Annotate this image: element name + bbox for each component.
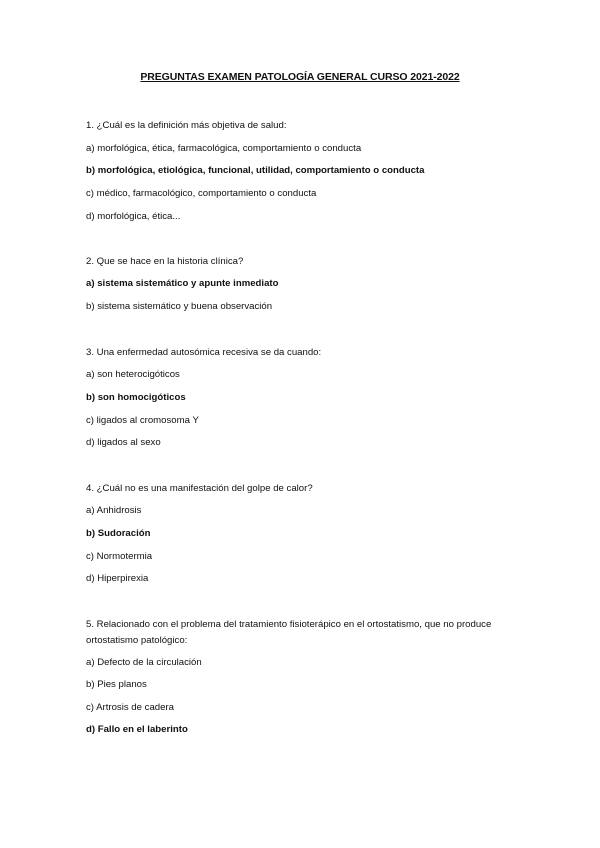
question-1-text: 1. ¿Cuál es la definición más objetiva de salud:	[86, 120, 287, 131]
question-5-option-c: c) Artrosis de cadera	[86, 702, 174, 713]
question-3-option-c: c) ligados al cromosoma Y	[86, 415, 199, 426]
question-2-text: 2. Que se hace en la historia clínica?	[86, 256, 244, 267]
question-5-option-a: a) Defecto de la circulación	[86, 657, 202, 668]
question-1-option-a: a) morfológica, ética, farmacológica, comportamiento o conducta	[86, 143, 362, 154]
page-title: PREGUNTAS EXAMEN PATOLOGÍA GENERAL CURSO 2021-2022	[140, 71, 460, 83]
question-3-option-d: d) ligados al sexo	[86, 437, 161, 448]
question-5-text: 5. Relacionado con el problema del tratamiento fisioterápico en el ortostatismo, que no produce ortostatismo patológico:	[86, 619, 492, 646]
question-2-option-b: b) sistema sistemático y buena observación	[86, 301, 273, 312]
question-2-option-a: a) sistema sistemático y apunte inmediato	[86, 278, 279, 289]
question-3-option-a: a) son heterocigóticos	[86, 369, 180, 380]
question-3-text: 3. Una enfermedad autosómica recesiva se da cuando:	[86, 347, 322, 358]
question-4-option-b: b) Sudoración	[86, 528, 151, 539]
question-1-option-c: c) médico, farmacológico, comportamiento o conducta	[86, 188, 317, 199]
question-4-option-c: c) Normotermia	[86, 551, 153, 562]
question-3-option-b: b) son homocigóticos	[86, 392, 186, 403]
question-4-option-a: a) Anhidrosis	[86, 505, 142, 516]
question-4-text: 4. ¿Cuál no es una manifestación del golpe de calor?	[86, 483, 313, 494]
question-1-option-d: d) morfológica, ética...	[86, 211, 181, 222]
question-5-option-d: d) Fallo en el laberinto	[86, 724, 188, 735]
question-1-option-b: b) morfológica, etiológica, funcional, utilidad, comportamiento o conducta	[86, 165, 425, 176]
question-4-option-d: d) Hiperpirexia	[86, 573, 149, 584]
question-5-option-b: b) Pies planos	[86, 679, 147, 690]
